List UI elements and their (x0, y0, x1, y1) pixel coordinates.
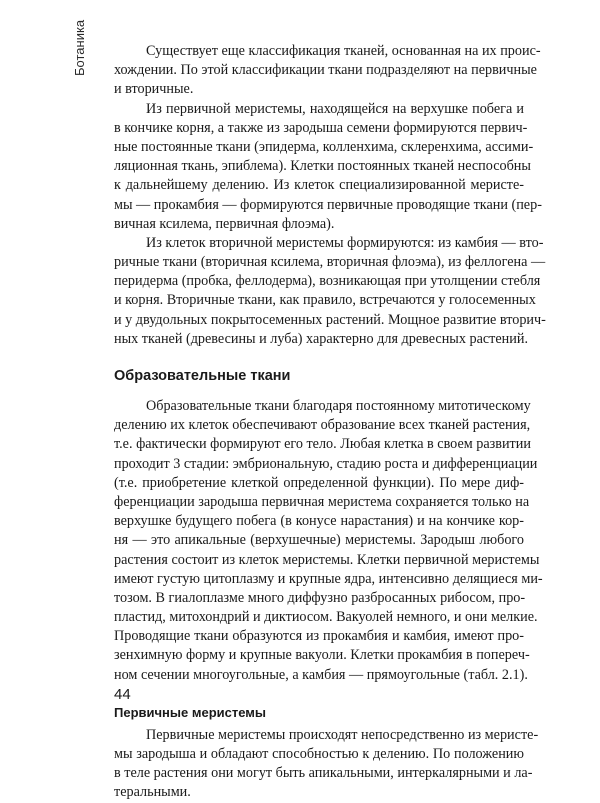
page-number: 44 (114, 686, 131, 703)
text-line: тозом. В гиалоплазме много диффузно разбросанных рибосом, про- (114, 589, 526, 606)
text-line: Из клеток вторичной меристемы формируются: из камбия — вто- (146, 234, 544, 251)
paragraph-primary-tissues (114, 100, 542, 234)
paragraph-tissue-origin (114, 42, 541, 100)
text-line: (т.е. приобретение клеткой определенной функции). По мере диф- (114, 474, 524, 491)
text-line: пластид, митохондрий и диктиосом. Вакуолей немного, и они мелкие. (114, 609, 538, 626)
text-line: к дальнейшему делению. Из клеток специализированной меристе- (114, 177, 524, 194)
text-line: перидерма (пробка, феллодерма), возникающая при утолщении стебля (114, 273, 541, 290)
section-heading: Образовательные ткани (114, 368, 291, 384)
subsection-heading: Первичные меристемы (114, 704, 266, 720)
text-line: имеют густую цитоплазму и крупные ядра, интенсивно делящиеся ми- (114, 570, 543, 587)
text-line: и корня. Вторичные ткани, как правило, встречаются у голосеменных (114, 292, 536, 309)
text-line: мы — прокамбия — формируются первичные проводящие ткани (пер- (114, 196, 542, 213)
text-line: Существует еще классификация тканей, основанная на их проис- (146, 43, 541, 59)
paragraph-primary-meristems (114, 726, 539, 803)
text-line: и вторичные. (114, 81, 194, 98)
running-head: Ботаника (72, 19, 87, 76)
paragraph-meristems (114, 397, 543, 685)
text-line: Проводящие ткани образуются из прокамбия и камбия, имеют про- (114, 628, 524, 645)
text-line: ном сечении многоугольные, а камбия — прямоугольные (табл. 2.1). (114, 666, 528, 683)
text-line: хождении. По этой классификации ткани подразделяют на первичные (114, 62, 537, 79)
text-line: ня — это апикальные (верхушечные) меристемы. Зародыш любого (114, 532, 524, 549)
text-line: зенхимную форму и крупные вакуоли. Клетки прокамбия в попереч- (114, 647, 530, 664)
text-line: в кончике корня, а также из зародыша семени формируются первич- (114, 119, 528, 136)
text-line: теральными. (114, 784, 191, 801)
text-line: и у двудольных покрытосеменных растений. Мощное развитие вторич- (114, 311, 546, 328)
text-line: вичная ксилема, первичная флоэма). (114, 215, 335, 232)
text-line: ференциации зародыша первичная меристема сохраняется только на (114, 493, 530, 510)
text-line: ляционная ткань, эпиблема). Клетки постоянных тканей неспособны (114, 158, 531, 175)
text-line: Образовательные ткани благодаря постоянному митотическому (146, 398, 531, 414)
text-line: мы зародыша и обладают способностью к делению. По положению (114, 746, 524, 762)
text-line: в теле растения они могут быть апикальными, интеркалярными и ла- (114, 765, 533, 782)
text-line: т.е. фактически формируют его тело. Любая клетка в своем развитии (114, 436, 531, 453)
text-line: ричные ткани (вторичная ксилема, вторичная флоэма), из феллогена — (114, 254, 546, 271)
page-content (114, 42, 546, 803)
paragraph-secondary-tissues (114, 234, 546, 349)
text-line: ных тканей (древесины и луба) характерно для древесных растений. (114, 330, 528, 347)
text-line: растения состоит из клеток меристемы. Клетки первичной меристемы (114, 551, 540, 568)
text-line: делению их клеток обеспечивают образование всех тканей растения, (114, 417, 531, 434)
text-line: проходит 3 стадии: эмбриональную, стадию роста и дифференциации (114, 455, 538, 472)
text-line: ные постоянные ткани (эпидерма, колленхима, склеренхима, ассими- (114, 138, 534, 155)
text-line: Из первичной меристемы, находящейся на верхушке побега и (146, 100, 524, 117)
text-line: Первичные меристемы происходят непосредственно из меристе- (146, 726, 539, 743)
text-line: верхушке будущего побега (в конусе нарастания) и на кончике кор- (114, 513, 524, 530)
